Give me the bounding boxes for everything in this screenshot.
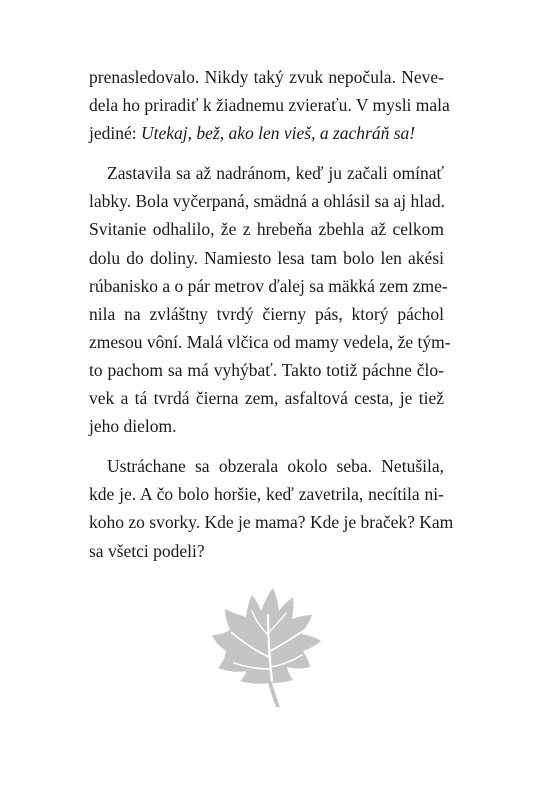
text-line [89, 356, 444, 384]
text-line [89, 508, 454, 536]
leaf-icon [206, 585, 328, 710]
text-segment: koho zo svorky. Kde je mama? Kde je braček? Kam [89, 512, 454, 533]
text-segment: Svitanie odhalilo, že z hrebeňa zbehla až celkom [89, 219, 444, 240]
text-segment: prenasledovalo. Nikdy taký zvuk nepočula. Neve- [89, 67, 444, 87]
text-segment: to pachom sa má vyhýbať. Takto totiž páchne člo- [89, 359, 444, 380]
body-text [89, 63, 454, 565]
text-line [89, 91, 450, 119]
text-line [89, 63, 444, 91]
leaf-ornament [206, 585, 328, 710]
text-line [89, 480, 444, 508]
text-segment: kde je. A čo bolo horšie, keď zavetrila, necítila ni- [89, 484, 444, 505]
text-line [89, 452, 444, 480]
text-segment: rúbanisko a o pár metrov ďalej sa mäkká zem zme- [89, 275, 448, 296]
paragraph [89, 63, 450, 147]
text-segment: zmesou vôní. Malá vlčica od mamy vedela, že tým- [89, 331, 451, 352]
text-segment: nila na zvláštny tvrdý čierny pás, ktorý páchol [89, 303, 444, 324]
paragraph [89, 159, 451, 440]
text-line [89, 187, 444, 215]
text-segment: jediné: [89, 123, 141, 144]
text-line [89, 300, 444, 328]
text-line [89, 159, 444, 187]
text-line [89, 328, 451, 356]
text-line [89, 272, 448, 300]
paragraph-gap [89, 440, 444, 452]
italic-text: Utekaj, bež, ako len vieš, a zachráň sa! [141, 123, 416, 144]
text-line [89, 244, 444, 272]
text-line [89, 119, 444, 147]
text-line [89, 215, 444, 243]
text-line [89, 384, 444, 412]
text-segment: Ustráchane sa obzerala okolo seba. Netušila, [107, 456, 444, 477]
text-segment: labky. Bola vyčerpaná, smädná a ohlásil sa aj hlad. [89, 191, 446, 212]
text-segment: Zastavila sa až nadránom, keď ju začali omínať [107, 163, 444, 184]
text-segment: vek a tá tvrdá čierna zem, asfaltová cesta, je tiež [89, 388, 444, 409]
text-segment: dela ho priradiť k žiadnemu zvieraťu. V mysli mala [89, 95, 450, 116]
text-line [89, 412, 444, 440]
paragraph-gap [89, 147, 444, 159]
text-segment: sa všetci podeli? [89, 540, 205, 561]
text-line [89, 537, 444, 565]
text-segment: dolu do doliny. Namiesto lesa tam bolo len akési [89, 247, 444, 268]
paragraph [89, 452, 454, 564]
text-segment: jeho dielom. [89, 416, 177, 437]
